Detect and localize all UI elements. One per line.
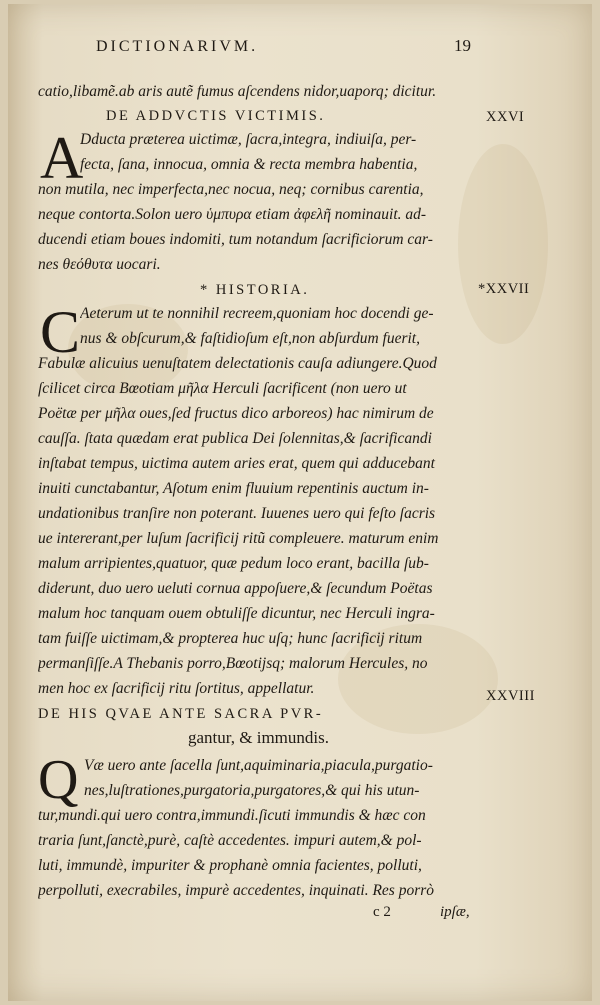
text-line: tur,mundi.qui uero contra,immundi.ſicuti immundis & hæc con <box>38 807 426 824</box>
text-line: tam fuiſſe uictimam,& propterea huc uſq; hunc ſacrificij ritum <box>38 630 423 647</box>
text-line: ducendi etiam boues indomiti, tum notandum ſacrificiorum car- <box>38 231 433 248</box>
margin-note: *XXVII <box>478 281 530 297</box>
text-line: non mutila, nec imperfecta,nec nocua, neq; cornibus carentia, <box>38 181 424 198</box>
text-line: malum hoc tanquam ouem obtuliſſe dicuntur, nec Herculi ingra- <box>38 605 435 622</box>
section-heading-continued: gantur, & immundis. <box>188 728 329 747</box>
text-line: Aeterum ut te nonnihil recreem,quoniam hoc docendi ge- <box>80 305 434 322</box>
text-line: permanſiſſe.A Thebanis porro,Bœotijsq; malorum Hercules, no <box>38 655 428 672</box>
drop-capital: A <box>40 125 84 191</box>
text-line: Væ uero ante ſacella ſunt,aquiminaria,piacula,purgatio- <box>84 757 433 774</box>
running-title: DICTIONARIVM. <box>96 38 259 55</box>
section-heading: DE ADDVCTIS VICTIMIS. <box>106 108 326 124</box>
text-line: nes,luſtrationes,purgatoria,purgatores,& qui his utun- <box>84 782 420 799</box>
drop-capital: Q <box>38 749 79 811</box>
text-line: perpolluti, execrabiles, impurè accedentes, inquinati. Res porrò <box>38 882 435 899</box>
section-heading: DE HIS QVAE ANTE SACRA PVR- <box>38 706 324 722</box>
text-line: ſcilicet circa Bœotiam μῆλα Herculi ſacrificent (non uero ut <box>38 380 407 397</box>
text-line: fecta, ſana, innocua, omnia & recta membra habentia, <box>80 156 418 173</box>
catchword: ipſæ, <box>440 904 470 920</box>
section-heading: * HISTORIA. <box>200 282 310 298</box>
signature-mark: c 2 <box>373 904 391 920</box>
text-line: neque contorta.Solon uero ὑμπυρα etiam ἀφελῆ nominauit. ad- <box>38 206 427 223</box>
text-line: inſtabat tempus, uictima autem aries erat, quem qui adducebant <box>38 455 435 472</box>
text-line: inuiti cunctabantur, Aſotum enim fluuium repentinis auctum in- <box>38 480 429 497</box>
text-line: nes θεόθυτα uocari. <box>38 256 161 273</box>
text-line: ue intererant,per luſum ſacrificij ritũ compleuere. maturum enim <box>38 530 439 547</box>
margin-note: XXVI <box>486 109 525 125</box>
text-line: catio,libamẽ.ab aris autẽ fumus aſcendens nidor,uaporq; dicitur. <box>38 83 437 100</box>
text-line: Dducta præterea uictimæ, ſacra,integra, indiuiſa, per- <box>80 131 417 148</box>
page-number: 19 <box>454 36 471 55</box>
text-line: cauſſa. ſtata quædam erat publica Dei ſolennitas,& ſacrificandi <box>38 430 432 447</box>
margin-note: XXVIII <box>486 688 535 704</box>
text-line: diderunt, duo uero ueluti cornua appoſuere,& ſecundum Poëtas <box>38 580 433 597</box>
book-page <box>8 4 592 1001</box>
text-line: malum arripientes,quatuor, quæ pedum loco erant, bacilla ſub- <box>38 555 429 572</box>
text-line: men hoc ex ſacrificij ritu ſortitus, appellatur. <box>38 680 315 697</box>
text-line: luti, immundè, impuriter & prophanè omnia facientes, polluti, <box>38 857 422 874</box>
text-line: Fabulæ alicuius uenuſtatem delectationis cauſa adiungere.Quod <box>38 355 437 372</box>
text-line: undationibus tranſire non poterant. Iuuenes uero qui feſto ſacris <box>38 505 436 522</box>
text-line: Poëtæ per μῆλα oues,ſed fructus dico arboreos) hac nimirum de <box>38 405 434 422</box>
drop-capital: C <box>40 299 81 365</box>
text-line: nus & obſcurum,& faſtidioſum eſt,non abſurdum fuerit, <box>80 330 420 347</box>
text-line: traria ſunt,ſanctè,purè, caſtè accedentes. impuri autem,& pol- <box>38 832 422 849</box>
